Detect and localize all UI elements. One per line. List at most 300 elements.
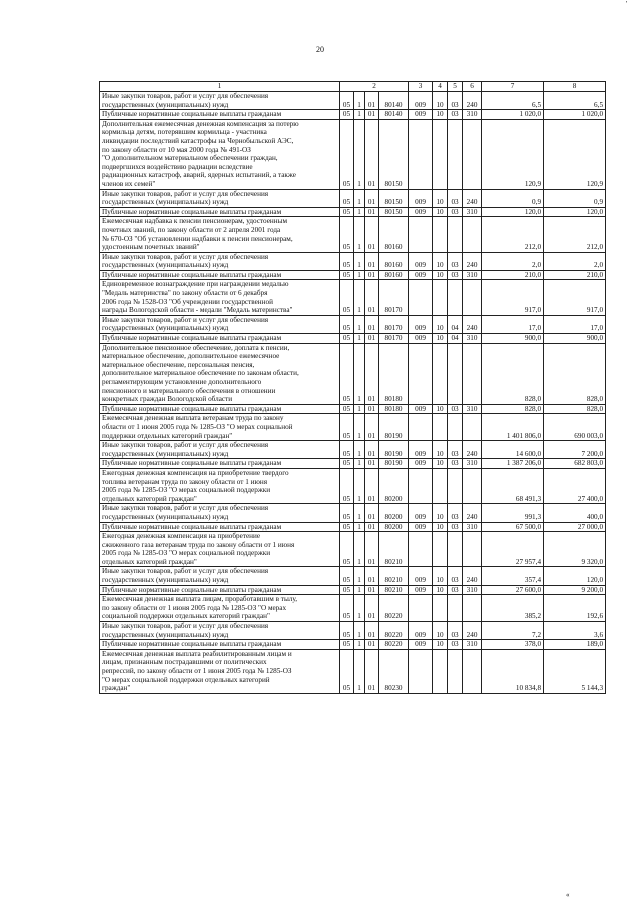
code-program-cell: 05 xyxy=(340,217,354,252)
section-code-cell: 10 xyxy=(433,110,448,120)
header-cell: 6 xyxy=(463,82,482,92)
code-main-event-cell: 01 xyxy=(365,217,379,252)
code-direction-cell: 80200 xyxy=(379,504,409,522)
code-main-event-cell: 01 xyxy=(365,567,379,585)
code-program-cell: 05 xyxy=(340,595,354,622)
amount-year-1-cell: 357,4 xyxy=(482,567,544,585)
table-row xyxy=(100,622,606,640)
code-direction-cell: 80170 xyxy=(379,280,409,315)
code-main-event-cell: 01 xyxy=(365,343,379,404)
code-direction-cell: 80220 xyxy=(379,640,409,650)
expense-type-cell: 240 xyxy=(463,622,482,640)
header-cell: 3 xyxy=(409,82,433,92)
subsection-code-cell: 03 xyxy=(448,252,463,270)
ministry-code-cell: 009 xyxy=(409,315,433,333)
header-row xyxy=(100,82,606,92)
expense-type-cell: 240 xyxy=(463,92,482,110)
amount-year-2-cell: 210,0 xyxy=(544,270,606,280)
table-row xyxy=(100,567,606,585)
ministry-code-cell: 009 xyxy=(409,207,433,217)
row-name-cell: Иные закупки товаров, работ и услуг для обеспечения государственных (муниципальных) нужд xyxy=(100,92,340,110)
section-code-cell: 10 xyxy=(433,334,448,344)
subsection-code-cell: 04 xyxy=(448,334,463,344)
row-name-cell: Публичные нормативные социальные выплаты гражданам xyxy=(100,334,340,344)
amount-year-1-cell: 212,0 xyxy=(482,217,544,252)
ministry-code-cell xyxy=(409,119,433,189)
row-name-cell: Ежемесячная надбавка к пенсии пенсионерам, удостоенным почетных званий, по закону области от 2 апреля 2001 года № 670-ОЗ "Об установлении надбавки к пенсии пенсионерам, удостоенным почетных званий" xyxy=(100,217,340,252)
ministry-code-cell: 009 xyxy=(409,92,433,110)
expense-type-cell xyxy=(463,217,482,252)
subsection-code-cell: 03 xyxy=(448,459,463,469)
table-row xyxy=(100,343,606,404)
section-code-cell xyxy=(433,414,448,441)
row-name-cell: Дополнительное пенсионное обеспечение, доплата к пенсии, материальное обеспечение, дополнительное ежемесячное материальное обеспечение, персональная пенсия, дополнительное материальное обеспечение по законам области, регламентирующим установление дополнительного пенсионного и материального обеспечения в отношении конкретных граждан Вологодской области xyxy=(100,343,340,404)
ministry-code-cell: 009 xyxy=(409,640,433,650)
code-main-event-cell: 01 xyxy=(365,404,379,414)
code-direction-cell: 80140 xyxy=(379,92,409,110)
section-code-cell xyxy=(433,649,448,693)
expense-type-cell: 240 xyxy=(463,567,482,585)
code-main-event-cell: 01 xyxy=(365,280,379,315)
section-code-cell: 10 xyxy=(433,640,448,650)
expense-type-cell: 310 xyxy=(463,334,482,344)
subsection-code-cell xyxy=(448,649,463,693)
section-code-cell: 10 xyxy=(433,92,448,110)
amount-year-2-cell: 1 020,0 xyxy=(544,110,606,120)
corner-mark: ' xyxy=(626,0,628,8)
ministry-code-cell xyxy=(409,343,433,404)
table-row xyxy=(100,595,606,622)
code-program-cell: 05 xyxy=(340,622,354,640)
code-program-cell: 05 xyxy=(340,110,354,120)
code-subprogram-cell: 1 xyxy=(354,504,365,522)
table-row xyxy=(100,334,606,344)
expense-type-cell: 240 xyxy=(463,252,482,270)
table-row xyxy=(100,468,606,503)
section-code-cell: 10 xyxy=(433,252,448,270)
code-program-cell: 05 xyxy=(340,522,354,532)
row-name-cell: Публичные нормативные социальные выплаты гражданам xyxy=(100,270,340,280)
code-program-cell: 05 xyxy=(340,315,354,333)
amount-year-2-cell: 0,9 xyxy=(544,189,606,207)
expense-type-cell: 310 xyxy=(463,585,482,595)
subsection-code-cell: 03 xyxy=(448,110,463,120)
code-program-cell: 05 xyxy=(340,334,354,344)
ministry-code-cell: 009 xyxy=(409,522,433,532)
amount-year-1-cell: 900,0 xyxy=(482,334,544,344)
table-row xyxy=(100,110,606,120)
code-program-cell: 05 xyxy=(340,567,354,585)
code-program-cell: 05 xyxy=(340,404,354,414)
code-subprogram-cell: 1 xyxy=(354,217,365,252)
amount-year-1-cell: 1 387 206,0 xyxy=(482,459,544,469)
amount-year-1-cell: 68 491,3 xyxy=(482,468,544,503)
section-code-cell xyxy=(433,280,448,315)
code-subprogram-cell: 1 xyxy=(354,92,365,110)
code-program-cell: 05 xyxy=(340,343,354,404)
amount-year-2-cell: 828,0 xyxy=(544,343,606,404)
section-code-cell: 10 xyxy=(433,315,448,333)
table-row xyxy=(100,404,606,414)
amount-year-2-cell: 120,9 xyxy=(544,119,606,189)
subsection-code-cell: 03 xyxy=(448,585,463,595)
amount-year-1-cell: 2,0 xyxy=(482,252,544,270)
code-direction-cell: 80140 xyxy=(379,110,409,120)
code-direction-cell: 80150 xyxy=(379,189,409,207)
code-subprogram-cell: 1 xyxy=(354,315,365,333)
row-name-cell: Ежегодная денежная компенсация на приобретение твердого топлива ветеранам труда по закону области от 1 июня 2005 года № 1285-ОЗ "О мерах социальной поддержки отдельных категорий граждан" xyxy=(100,468,340,503)
row-name-cell: Ежегодная денежная компенсация на приобретение сжиженного газа ветеранам труда по закону области от 1 июня 2005 года № 1285-ОЗ "О мерах социальной поддержки отдельных категорий граждан" xyxy=(100,532,340,567)
amount-year-2-cell: 17,0 xyxy=(544,315,606,333)
code-direction-cell: 80220 xyxy=(379,595,409,622)
ministry-code-cell: 009 xyxy=(409,404,433,414)
code-program-cell: 05 xyxy=(340,207,354,217)
subsection-code-cell xyxy=(448,532,463,567)
section-code-cell: 10 xyxy=(433,567,448,585)
code-main-event-cell: 01 xyxy=(365,622,379,640)
code-program-cell: 05 xyxy=(340,649,354,693)
code-direction-cell: 80180 xyxy=(379,404,409,414)
code-direction-cell: 80160 xyxy=(379,217,409,252)
code-main-event-cell: 01 xyxy=(365,207,379,217)
code-subprogram-cell: 1 xyxy=(354,585,365,595)
table-row xyxy=(100,270,606,280)
expense-type-cell: 240 xyxy=(463,504,482,522)
amount-year-2-cell: 900,0 xyxy=(544,334,606,344)
subsection-code-cell: 03 xyxy=(448,567,463,585)
code-direction-cell: 80190 xyxy=(379,414,409,441)
header-cell: 8 xyxy=(544,82,606,92)
row-name-cell: Публичные нормативные социальные выплаты гражданам xyxy=(100,110,340,120)
amount-year-2-cell: 3,6 xyxy=(544,622,606,640)
ministry-code-cell xyxy=(409,468,433,503)
code-direction-cell: 80210 xyxy=(379,585,409,595)
amount-year-2-cell: 120,0 xyxy=(544,567,606,585)
row-name-cell: Иные закупки товаров, работ и услуг для обеспечения государственных (муниципальных) нужд xyxy=(100,622,340,640)
ministry-code-cell: 009 xyxy=(409,504,433,522)
code-direction-cell: 80220 xyxy=(379,622,409,640)
row-name-cell: Публичные нормативные социальные выплаты гражданам xyxy=(100,522,340,532)
code-program-cell: 05 xyxy=(340,459,354,469)
row-name-cell: Иные закупки товаров, работ и услуг для обеспечения государственных (муниципальных) нужд xyxy=(100,567,340,585)
row-name-cell: Публичные нормативные социальные выплаты гражданам xyxy=(100,585,340,595)
code-subprogram-cell: 1 xyxy=(354,252,365,270)
code-subprogram-cell: 1 xyxy=(354,207,365,217)
expense-type-cell: 310 xyxy=(463,110,482,120)
code-subprogram-cell: 1 xyxy=(354,280,365,315)
table-row xyxy=(100,280,606,315)
code-program-cell: 05 xyxy=(340,532,354,567)
amount-year-1-cell: 991,3 xyxy=(482,504,544,522)
ministry-code-cell xyxy=(409,414,433,441)
section-code-cell: 10 xyxy=(433,459,448,469)
subsection-code-cell: 03 xyxy=(448,92,463,110)
row-name-cell: Ежемесячная денежная выплата ветеранам труда по закону области от 1 июня 2005 года № 1285-ОЗ "О мерах социальной поддержки отдельных категорий граждан" xyxy=(100,414,340,441)
section-code-cell xyxy=(433,532,448,567)
expense-type-cell xyxy=(463,343,482,404)
code-subprogram-cell: 1 xyxy=(354,567,365,585)
subsection-code-cell xyxy=(448,414,463,441)
code-main-event-cell: 01 xyxy=(365,522,379,532)
section-code-cell: 10 xyxy=(433,270,448,280)
code-main-event-cell: 01 xyxy=(365,595,379,622)
amount-year-1-cell: 120,9 xyxy=(482,119,544,189)
subsection-code-cell: 03 xyxy=(448,640,463,650)
code-subprogram-cell: 1 xyxy=(354,468,365,503)
ministry-code-cell xyxy=(409,595,433,622)
amount-year-2-cell: 690 003,0 xyxy=(544,414,606,441)
code-subprogram-cell: 1 xyxy=(354,532,365,567)
section-code-cell: 10 xyxy=(433,504,448,522)
ministry-code-cell: 009 xyxy=(409,585,433,595)
ministry-code-cell: 009 xyxy=(409,441,433,459)
amount-year-1-cell: 378,0 xyxy=(482,640,544,650)
ministry-code-cell xyxy=(409,649,433,693)
code-direction-cell: 80210 xyxy=(379,567,409,585)
code-subprogram-cell: 1 xyxy=(354,649,365,693)
header-cell: 4 xyxy=(433,82,448,92)
section-code-cell xyxy=(433,119,448,189)
section-code-cell: 10 xyxy=(433,622,448,640)
amount-year-1-cell: 385,2 xyxy=(482,595,544,622)
amount-year-2-cell: 189,0 xyxy=(544,640,606,650)
table-row xyxy=(100,459,606,469)
code-program-cell: 05 xyxy=(340,92,354,110)
header-cell: 5 xyxy=(448,82,463,92)
table-row xyxy=(100,217,606,252)
subsection-code-cell xyxy=(448,280,463,315)
amount-year-2-cell: 120,0 xyxy=(544,207,606,217)
subsection-code-cell: 03 xyxy=(448,207,463,217)
code-direction-cell: 80190 xyxy=(379,459,409,469)
ministry-code-cell xyxy=(409,280,433,315)
code-subprogram-cell: 1 xyxy=(354,110,365,120)
code-main-event-cell: 01 xyxy=(365,189,379,207)
code-subprogram-cell: 1 xyxy=(354,343,365,404)
expense-type-cell xyxy=(463,280,482,315)
code-subprogram-cell: 1 xyxy=(354,640,365,650)
code-main-event-cell: 01 xyxy=(365,459,379,469)
code-subprogram-cell: 1 xyxy=(354,459,365,469)
code-subprogram-cell: 1 xyxy=(354,270,365,280)
row-name-cell: Иные закупки товаров, работ и услуг для обеспечения государственных (муниципальных) нужд xyxy=(100,441,340,459)
amount-year-1-cell: 67 500,0 xyxy=(482,522,544,532)
expense-type-cell: 310 xyxy=(463,404,482,414)
code-direction-cell: 80210 xyxy=(379,532,409,567)
corner-mark: « xyxy=(566,891,570,899)
code-main-event-cell: 01 xyxy=(365,334,379,344)
amount-year-1-cell: 210,0 xyxy=(482,270,544,280)
code-main-event-cell: 01 xyxy=(365,110,379,120)
table-row xyxy=(100,252,606,270)
ministry-code-cell: 009 xyxy=(409,252,433,270)
subsection-code-cell: 03 xyxy=(448,189,463,207)
code-subprogram-cell: 1 xyxy=(354,189,365,207)
row-name-cell: Публичные нормативные социальные выплаты гражданам xyxy=(100,640,340,650)
code-subprogram-cell: 1 xyxy=(354,595,365,622)
row-name-cell: Иные закупки товаров, работ и услуг для обеспечения государственных (муниципальных) нужд xyxy=(100,252,340,270)
expense-type-cell: 240 xyxy=(463,315,482,333)
expense-type-cell: 240 xyxy=(463,441,482,459)
expense-type-cell: 310 xyxy=(463,270,482,280)
section-code-cell: 10 xyxy=(433,585,448,595)
code-main-event-cell: 01 xyxy=(365,532,379,567)
section-code-cell: 10 xyxy=(433,207,448,217)
row-name-cell: Иные закупки товаров, работ и услуг для обеспечения государственных (муниципальных) нужд xyxy=(100,504,340,522)
amount-year-2-cell: 2,0 xyxy=(544,252,606,270)
amount-year-1-cell: 7,2 xyxy=(482,622,544,640)
expense-type-cell xyxy=(463,595,482,622)
row-name-cell: Иные закупки товаров, работ и услуг для обеспечения государственных (муниципальных) нужд xyxy=(100,315,340,333)
code-direction-cell: 80230 xyxy=(379,649,409,693)
code-subprogram-cell: 1 xyxy=(354,414,365,441)
table-row xyxy=(100,441,606,459)
code-direction-cell: 80170 xyxy=(379,334,409,344)
code-program-cell: 05 xyxy=(340,585,354,595)
header-cell: 7 xyxy=(482,82,544,92)
subsection-code-cell: 03 xyxy=(448,441,463,459)
code-main-event-cell: 01 xyxy=(365,649,379,693)
subsection-code-cell xyxy=(448,217,463,252)
expense-type-cell xyxy=(463,649,482,693)
table-row xyxy=(100,522,606,532)
ministry-code-cell: 009 xyxy=(409,270,433,280)
table-row xyxy=(100,207,606,217)
code-program-cell: 05 xyxy=(340,270,354,280)
row-name-cell: Ежемесячная денежная выплата реабилитированным лицам и лицам, признанным пострадавшими от политических репрессий, по закону области от 1 июня 2005 года № 1285-ОЗ "О мерах социальной поддержки отдельных категорий граждан" xyxy=(100,649,340,693)
expense-type-cell xyxy=(463,532,482,567)
amount-year-1-cell: 120,0 xyxy=(482,207,544,217)
code-direction-cell: 80170 xyxy=(379,315,409,333)
code-program-cell: 05 xyxy=(340,252,354,270)
code-main-event-cell: 01 xyxy=(365,315,379,333)
code-direction-cell: 80180 xyxy=(379,343,409,404)
table-row xyxy=(100,92,606,110)
amount-year-1-cell: 6,5 xyxy=(482,92,544,110)
row-name-cell: Публичные нормативные социальные выплаты гражданам xyxy=(100,207,340,217)
ministry-code-cell: 009 xyxy=(409,567,433,585)
amount-year-2-cell: 400,0 xyxy=(544,504,606,522)
amount-year-1-cell: 17,0 xyxy=(482,315,544,333)
amount-year-1-cell: 828,0 xyxy=(482,343,544,404)
amount-year-1-cell: 14 600,0 xyxy=(482,441,544,459)
subsection-code-cell xyxy=(448,119,463,189)
table-row xyxy=(100,640,606,650)
code-program-cell: 05 xyxy=(340,280,354,315)
row-name-cell: Ежемесячная денежная выплата лицам, проработавшим в тылу, по закону области от 1 июня 2005 года № 1285-ОЗ "О мерах социальной поддержки отдельных категорий граждан" xyxy=(100,595,340,622)
budget-table xyxy=(99,81,606,694)
section-code-cell xyxy=(433,217,448,252)
amount-year-2-cell: 9 200,0 xyxy=(544,585,606,595)
table-row xyxy=(100,315,606,333)
amount-year-1-cell: 27 957,4 xyxy=(482,532,544,567)
code-direction-cell: 80200 xyxy=(379,522,409,532)
amount-year-2-cell: 5 144,3 xyxy=(544,649,606,693)
ministry-code-cell xyxy=(409,217,433,252)
expense-type-cell: 310 xyxy=(463,522,482,532)
subsection-code-cell: 03 xyxy=(448,504,463,522)
amount-year-1-cell: 1 401 806,0 xyxy=(482,414,544,441)
section-code-cell: 10 xyxy=(433,522,448,532)
section-code-cell xyxy=(433,468,448,503)
header-cell: 1 xyxy=(100,82,340,92)
code-program-cell: 05 xyxy=(340,414,354,441)
table-row xyxy=(100,189,606,207)
code-direction-cell: 80150 xyxy=(379,119,409,189)
subsection-code-cell: 03 xyxy=(448,404,463,414)
code-subprogram-cell: 1 xyxy=(354,622,365,640)
page-number: 20 xyxy=(316,45,324,54)
code-program-cell: 05 xyxy=(340,441,354,459)
code-program-cell: 05 xyxy=(340,119,354,189)
subsection-code-cell: 03 xyxy=(448,270,463,280)
table-row xyxy=(100,532,606,567)
section-code-cell xyxy=(433,343,448,404)
amount-year-2-cell: 917,0 xyxy=(544,280,606,315)
subsection-code-cell: 03 xyxy=(448,622,463,640)
amount-year-2-cell: 212,0 xyxy=(544,217,606,252)
amount-year-1-cell: 1 020,0 xyxy=(482,110,544,120)
amount-year-2-cell: 7 200,0 xyxy=(544,441,606,459)
subsection-code-cell xyxy=(448,595,463,622)
amount-year-1-cell: 917,0 xyxy=(482,280,544,315)
code-program-cell: 05 xyxy=(340,189,354,207)
code-main-event-cell: 01 xyxy=(365,119,379,189)
code-direction-cell: 80160 xyxy=(379,252,409,270)
row-name-cell: Публичные нормативные социальные выплаты гражданам xyxy=(100,404,340,414)
header-cell: 2 xyxy=(340,82,409,92)
amount-year-2-cell: 828,0 xyxy=(544,404,606,414)
section-code-cell: 10 xyxy=(433,441,448,459)
table-row xyxy=(100,119,606,189)
ministry-code-cell: 009 xyxy=(409,334,433,344)
code-main-event-cell: 01 xyxy=(365,504,379,522)
code-direction-cell: 80200 xyxy=(379,468,409,503)
code-subprogram-cell: 1 xyxy=(354,119,365,189)
row-name-cell: Иные закупки товаров, работ и услуг для обеспечения государственных (муниципальных) нужд xyxy=(100,189,340,207)
code-main-event-cell: 01 xyxy=(365,92,379,110)
code-direction-cell: 80160 xyxy=(379,270,409,280)
code-subprogram-cell: 1 xyxy=(354,334,365,344)
code-subprogram-cell: 1 xyxy=(354,441,365,459)
code-main-event-cell: 01 xyxy=(365,441,379,459)
code-main-event-cell: 01 xyxy=(365,414,379,441)
subsection-code-cell xyxy=(448,468,463,503)
ministry-code-cell: 009 xyxy=(409,189,433,207)
table-row xyxy=(100,649,606,693)
subsection-code-cell xyxy=(448,343,463,404)
code-direction-cell: 80190 xyxy=(379,441,409,459)
amount-year-1-cell: 0,9 xyxy=(482,189,544,207)
expense-type-cell xyxy=(463,414,482,441)
expense-type-cell: 310 xyxy=(463,640,482,650)
ministry-code-cell: 009 xyxy=(409,110,433,120)
row-name-cell: Публичные нормативные социальные выплаты гражданам xyxy=(100,459,340,469)
code-program-cell: 05 xyxy=(340,504,354,522)
code-program-cell: 05 xyxy=(340,640,354,650)
code-subprogram-cell: 1 xyxy=(354,522,365,532)
amount-year-1-cell: 27 600,0 xyxy=(482,585,544,595)
amount-year-1-cell: 828,0 xyxy=(482,404,544,414)
code-main-event-cell: 01 xyxy=(365,270,379,280)
expense-type-cell xyxy=(463,468,482,503)
table-row xyxy=(100,504,606,522)
ministry-code-cell: 009 xyxy=(409,459,433,469)
section-code-cell: 10 xyxy=(433,189,448,207)
code-main-event-cell: 01 xyxy=(365,468,379,503)
amount-year-2-cell: 682 803,0 xyxy=(544,459,606,469)
amount-year-2-cell: 192,6 xyxy=(544,595,606,622)
